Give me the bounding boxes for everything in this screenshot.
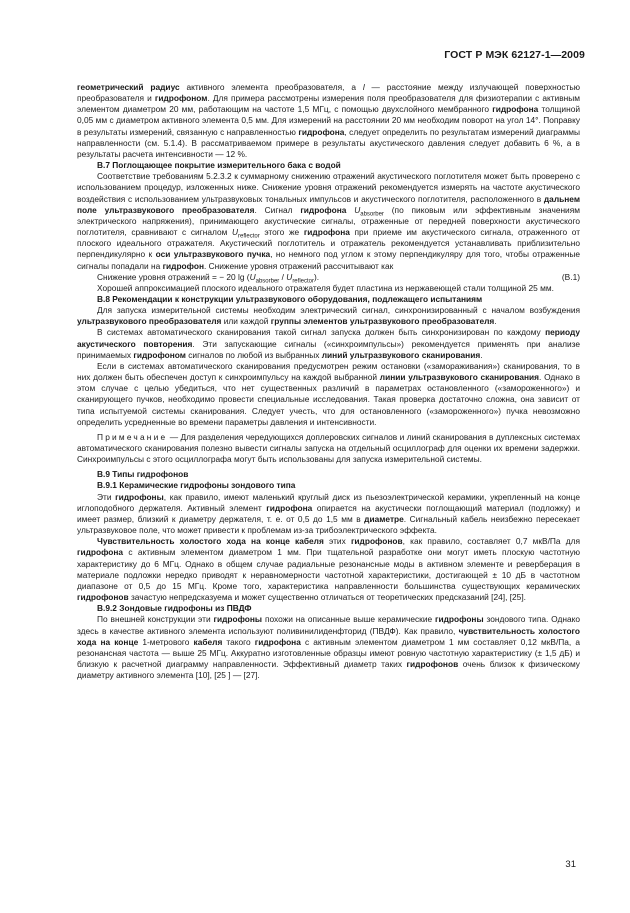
text-run: Снижение уровня отражений = − 20 lg ( xyxy=(97,271,250,282)
text-run: . Сигнал xyxy=(254,204,301,215)
section-heading xyxy=(77,160,580,171)
term: геометрический радиус xyxy=(77,82,180,92)
term: гидрофонов xyxy=(350,536,403,547)
paragraph xyxy=(77,614,580,681)
text-run: Если в системах автоматического сканирования предусмотрен режим остановки («замораживания») сканирования, то в них должен быть обеспечен доступ к синхроимпульсу на каждой выбранной xyxy=(77,360,580,383)
term: линии ультразвукового сканирования xyxy=(379,372,540,383)
text-run: U xyxy=(231,227,239,238)
section-heading xyxy=(77,294,580,305)
formula-number: (В.1) xyxy=(561,271,580,282)
text-run: , как правило, составляет 0,7 мкВ/Па для xyxy=(402,536,581,547)
section-heading xyxy=(77,603,580,614)
term: гидрофон xyxy=(162,260,204,271)
subscript: reflector xyxy=(238,233,260,240)
section-heading xyxy=(77,480,580,491)
term: гидрофона xyxy=(300,204,347,215)
term: ультразвукового преобразователя xyxy=(77,316,222,327)
term: гидрофоны xyxy=(115,491,164,502)
text-run: . Однако в этом случае с целью убедиться, что нет существенных различий в параметрах остановленного («замороженного») и сканирующего пучков, необходимо провести специальные исследования. Такая проверка достаточно сложна, она зависит от типа испытуемой системы сканирования. Следует учесть, что для остановленного («замороженного») пучка невозможно определить усредненные во времени параметры давления и интенсивности. xyxy=(77,372,581,427)
term: кабеля xyxy=(193,636,223,647)
paragraph xyxy=(77,305,580,327)
body-text xyxy=(77,82,580,681)
term: гидрофоном xyxy=(154,93,208,104)
text-run: . Снижение уровня отражений рассчитывают как xyxy=(203,260,394,271)
term: гидрофонов xyxy=(406,658,459,669)
page-number: 31 xyxy=(565,859,576,870)
text-run: толщиной 0,05 мм с диаметром активного элемента 0,5 мм. Для измерений на расстоянии 20 мм необходим поворот на угол 14°. Поправку в результаты измерений, связанную с направленностью xyxy=(77,104,580,137)
term: гидрофона xyxy=(303,227,350,238)
text-run: . xyxy=(480,349,483,360)
text-run: Для запуска измерительной системы необходим электрический сигнал, синхронизированный с началом возбуждения xyxy=(97,305,580,316)
text-run: сигналов по любой из выбранных xyxy=(185,349,322,360)
text-run: зачастую непредсказуема и может существенно отличаться от теоретических предсказаний [24], [25]. xyxy=(128,592,526,603)
term: гидрофона xyxy=(266,502,313,513)
formula-expression xyxy=(97,272,319,283)
paragraph xyxy=(77,361,580,428)
subscript: reflector xyxy=(292,278,314,285)
text-run: . Сигнальный кабель неизбежно пересекает ультразвуковое поле, что может привести к проблемам из-за трибоэлектрического эффекта. xyxy=(77,513,580,536)
text-run: Соответствие требованиям 5.2.3.2 к суммарному снижению отражений акустического поглотителя может быть проверено с использованием процедур, изложенных ниже. Снижение уровня отражений рекомендуется измерять на частоте акустического воздействия с использованием ультразвуковых тональных импульсов и акустического поглотителя, расположенного в xyxy=(77,171,580,204)
text-run: l xyxy=(362,82,365,92)
paragraph xyxy=(77,171,580,271)
term: группы элементов ультразвукового преобразователя xyxy=(270,316,495,327)
text-run: активного элемента преобразователя, а xyxy=(179,82,363,92)
paragraph xyxy=(77,536,580,603)
text-run: при приеме им акустического сигнала, отраженного от плоского идеального отражателя. Акустический поглотитель и отражатель рекомендуется устанавливать приблизительно перпендикулярно к xyxy=(77,227,581,260)
text-run: В системах автоматического сканирования такой сигнал запуска должен быть синхронизирован по каждому xyxy=(97,327,546,338)
text-run: В.9.2 Зондовые гидрофоны из ПВДФ xyxy=(97,603,252,614)
term: гидрофонов xyxy=(77,592,129,603)
paragraph xyxy=(77,82,580,160)
text-run: с активным элементом диаметром 1 мм составляет 0,12 мкВ/Па, а резонансная частота — выше 25 МГц. Аккуратно изготовленные образцы имеют ровную частотную характеристику (± 1,5 дБ) и близкую к расчетной диаграмму направленности. Эффективный диаметр таких xyxy=(77,636,580,669)
text-run: очень близок к физическому диаметру активного элемента [10], [25 ] — [27]. xyxy=(77,658,580,681)
term: диаметре xyxy=(364,513,404,524)
term: гидрофона xyxy=(254,636,301,647)
term: гидрофоны xyxy=(435,614,484,625)
text-run: этого же xyxy=(259,227,304,238)
term: гидрофоном xyxy=(133,349,186,360)
text-run: зондового типа. Однако здесь в качестве активного элемента используют поливинилиденфторид (ПВДФ). Как правило, xyxy=(77,614,580,636)
paragraph xyxy=(77,283,580,294)
term: линий ультразвукового сканирования xyxy=(321,349,481,360)
paragraph xyxy=(77,432,580,465)
term: дальнем поле ультразвукового преобразователя xyxy=(77,193,580,215)
term: оси ультразвукового пучка xyxy=(155,249,271,260)
text-run: U xyxy=(354,204,361,215)
text-run: с активным элементом диаметром 1 мм. При тщательной разработке они могут иметь плоскую частотную характеристику до 6 МГц. Однако в общем случае радиальные резонансные моды в активном элементе и реверберация в материале подложки нередко приводят к неравномерности частотной характеристики, достигающей ± 10 дБ в частотном диапазоне от 0,5 до 15 МГц. Кроме того, характеристика направленности большинства существующих керамических xyxy=(77,547,580,591)
text-run: / xyxy=(279,271,287,282)
term: гидрофона xyxy=(298,126,345,137)
text-run: (по пиковым или эффективным значениям электрического напряжения), принимающего акустические сигналы, отраженные от передней поверхности акустического поглотителя, сравнивают с сигналом xyxy=(77,204,580,238)
text-run: . Для примера рассмотрены измерения поля преобразователя для физиотерапии с активным элементом диаметром 20 мм, работающим на частоте 1,5 МГц, с помощью двухслойного мембранного xyxy=(77,93,580,115)
standard-header: ГОСТ Р МЭК 62127-1—2009 xyxy=(444,49,585,61)
text-run: такого xyxy=(222,636,255,647)
section-heading xyxy=(77,469,580,480)
text-run: опирается на акустически поглощающий материал (подложку) и имеет размер, близкий к диаметру держателя, т. е. от 0,5 до 1,5 мм в xyxy=(77,502,580,524)
term: Чувствительность холостого хода на конце кабеля xyxy=(97,536,324,547)
term: гидрофона xyxy=(77,547,124,558)
text-run: — расстояние между излучающей поверхностью преобразователя и xyxy=(77,82,580,104)
formula xyxy=(77,272,580,283)
term: гидрофоны xyxy=(213,614,263,625)
text-run: Эти xyxy=(97,491,116,502)
text-run: или каждой xyxy=(221,316,271,327)
text-run: , но немного под углом к этому перпендикуляру для того, чтобы отраженные сигналы попадали на xyxy=(77,249,581,271)
text-run: 1-метрового xyxy=(138,636,194,647)
text-run: , следует определить по результатам измерений диаграммы направленности (см. 5.1.4). В рассматриваемом примере в результаты акустического давления следует добавить 6 %, а в результаты расчета интенсивности — 12 %. xyxy=(77,126,580,159)
paragraph xyxy=(77,327,580,360)
text-run: . xyxy=(494,316,497,327)
term: чувствительность холостого хода на конце xyxy=(77,625,580,647)
text-run: ). xyxy=(314,271,320,282)
text-run: В.7 Поглощающее покрытие измерительного бака с водой xyxy=(97,160,341,171)
text-run: В.8 Рекомендации к конструкции ультразвукового оборудования, подлежащего испытаниям xyxy=(97,293,483,304)
subscript: absorber xyxy=(360,211,384,218)
term: периоду акустического повторения xyxy=(77,327,580,349)
subscript: absorber xyxy=(255,278,280,285)
text-run: U xyxy=(249,271,256,282)
text-run: , как правило, имеют маленький круглый диск из пьезоэлектрической керамики, укрепленный на конце иглоподобного держателя. Активный элемент xyxy=(77,491,580,513)
text-run: — Для разделения чередующихся доплеровских сигналов и линий сканирования в дуплексных системах автоматического сканирования полезно вывести сигналы запуска на отдельный осциллограф для оценки их времени задержки. Синхроимпульсы с этого осциллографа могут быть использованы для запуска измерительной системы. xyxy=(77,431,580,465)
text-run: В.9.1 Керамические гидрофоны зондового типа xyxy=(97,480,296,491)
text-run: По внешней конструкции эти xyxy=(97,614,214,625)
text-run: похожи на описанные выше керамические xyxy=(262,614,436,625)
text-run: Хорошей аппроксимацией плоского идеального отражателя будет пластина из нержавеющей стали толщиной 25 мм. xyxy=(97,282,554,293)
term: гидрофона xyxy=(492,104,539,115)
note-label: Примечание xyxy=(97,431,168,442)
text-run: . Эти запускающие сигналы («синхроимпульсы») рекомендуется применять при анализе принимаемых xyxy=(77,338,580,360)
text-run: В.9 Типы гидрофонов xyxy=(97,469,189,480)
text-run: U xyxy=(286,271,293,282)
paragraph xyxy=(77,492,580,537)
text-run: этих xyxy=(323,536,351,547)
